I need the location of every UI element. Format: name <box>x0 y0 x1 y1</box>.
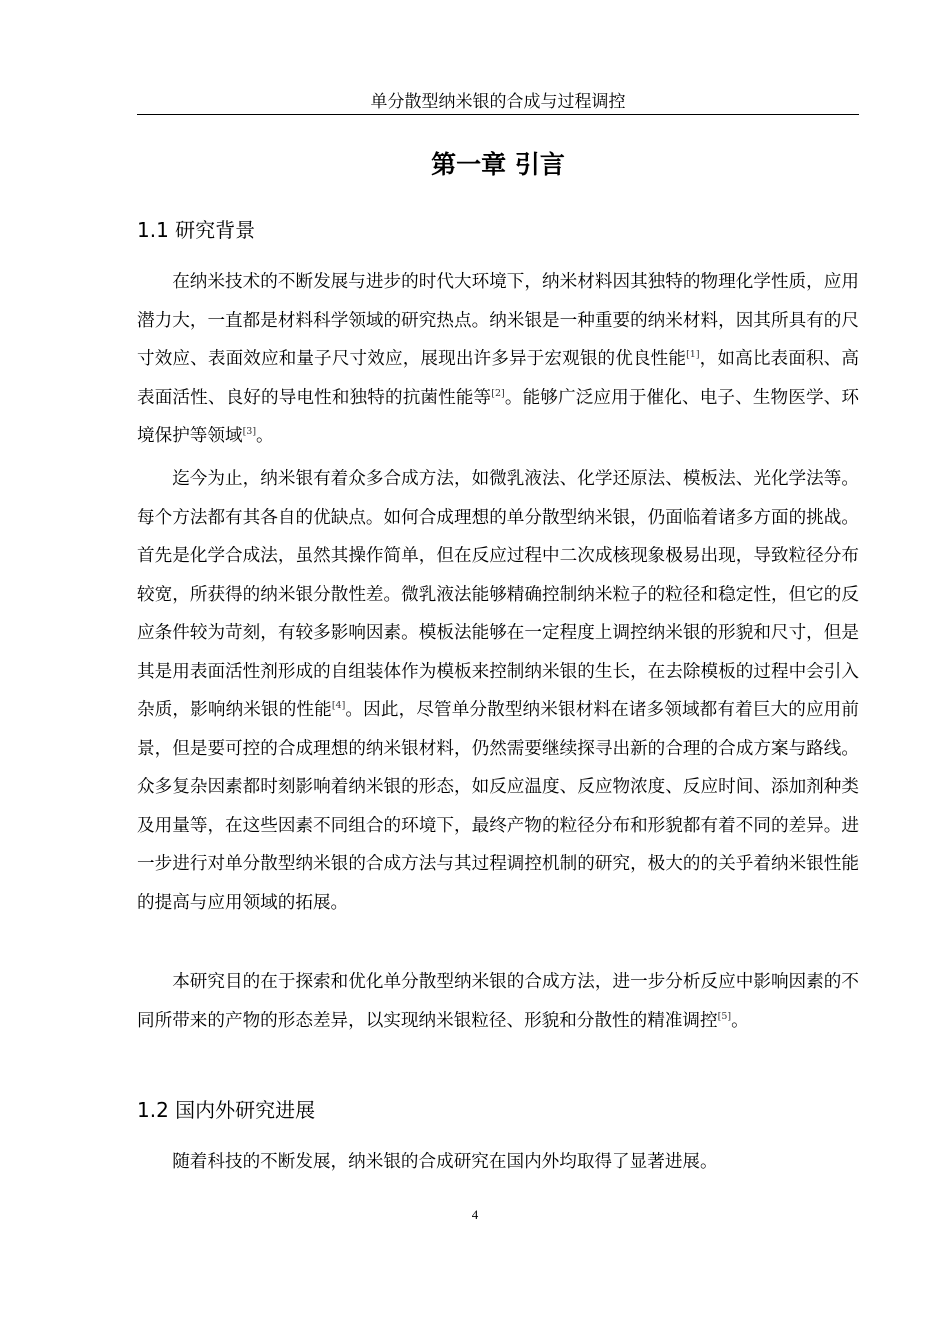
paragraph-text: 随着科技的不断发展，纳米银的合成研究在国内外均取得了显著进展。 <box>172 1152 718 1172</box>
paragraph-background <box>137 263 859 456</box>
paragraph-text: 。因此，尽管单分散型纳米银材料在诸多领域都有着巨大的应用前景，但是要可控的合成理想的纳米银材料，仍然需要继续探寻出新的合理的合成方案与路线。众多复杂因素都时刻影响着纳米银的形态，如反应温度、反应物浓度、反应时间、添加剂种类及用量等，在这些因素不同组合的环境下，最终产物的粒径分布和形貌都有着不同的差异。进一步进行对单分散型纳米银的合成方法与其过程调控机制的研究，极大的的关乎着纳米银性能的提高与应用领域的拓展。 <box>137 700 859 913</box>
paragraph-text: 。 <box>256 426 274 446</box>
section-heading-1-2: 1.2 国内外研究进展 <box>137 1098 316 1122</box>
paragraph-text: 在纳米技术的不断发展与进步的时代大环境下，纳米材料因其独特的物理化学性质，应用潜力大，一直都是材料科学领域的研究热点。纳米银是一种重要的纳米材料，因其所具有的尺寸效应、表面效应和量子尺寸效应，展现出许多异于宏观银的优良性能 <box>137 272 859 369</box>
paragraph-text: 本研究目的在于探索和优化单分散型纳米银的合成方法，进一步分析反应中影响因素的不同所带来的产物的形态差异，以实现纳米银粒径、形貌和分散性的精准调控 <box>137 972 859 1031</box>
paragraph-purpose <box>137 963 859 1040</box>
citation-ref: [1] <box>686 349 700 360</box>
paragraph-text: ，如高比表面积、高表面活性、良好的导电性和独特的抗菌性能等 <box>137 349 859 408</box>
paragraph-text: 迄今为止，纳米银有着众多合成方法，如微乳液法、化学还原法、模板法、光化学法等。每个方法都有其各自的优缺点。如何合成理想的单分散型纳米银，仍面临着诸多方面的挑战。首先是化学合成法，虽然其操作简单，但在反应过程中二次成核现象极易出现，导致粒径分布较宽，所获得的纳米银分散性差。微乳液法能够精确控制纳米粒子的粒径和稳定性，但它的反应条件较为苛刻，有较多影响因素。模板法能够在一定程度上调控纳米银的形貌和尺寸，但是其是用表面活性剂形成的自组装体作为模板来控制纳米银的生长，在去除模板的过程中会引入杂质，影响纳米银的性能 <box>137 469 859 720</box>
header-rule <box>137 114 859 115</box>
citation-ref: [2] <box>491 387 505 399</box>
running-header: 单分散型纳米银的合成与过程调控 <box>370 92 626 112</box>
citation-ref: [3] <box>242 426 257 437</box>
section-heading-1-1: 1.1 研究背景 <box>137 218 256 242</box>
paragraph-progress <box>137 1143 859 1182</box>
paragraph-text: 。 <box>731 1010 749 1031</box>
paragraph-text: 。能够广泛应用于催化、电子、生物医学、环境保护等领域 <box>137 387 859 446</box>
citation-ref: [5] <box>717 1010 732 1022</box>
page-number: 4 <box>471 1207 479 1222</box>
paragraph-methods <box>137 460 859 922</box>
citation-ref: [4] <box>331 700 346 711</box>
chapter-title: 第一章 引言 <box>431 150 565 179</box>
